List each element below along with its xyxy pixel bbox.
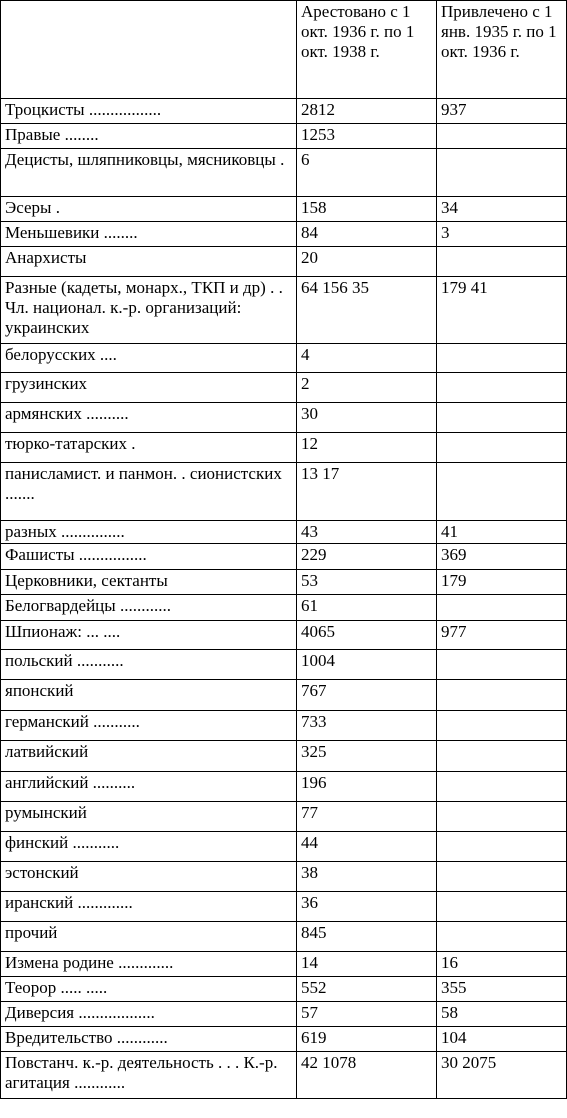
table-row [1,772,567,802]
row-involved [437,595,567,621]
row-label: Церковники, сектанты [1,570,297,595]
table-row [1,247,567,277]
row-arrested: 229 [297,544,437,570]
row-label: иранский ............. [1,892,297,922]
table-row [1,463,567,521]
row-label: Децисты, шляпниковцы, мясниковцы . [1,149,297,197]
table-row [1,952,567,977]
row-arrested: 84 [297,222,437,247]
row-label: английский .......... [1,772,297,802]
row-involved: 104 [437,1027,567,1052]
row-involved [437,892,567,922]
row-arrested: 12 [297,433,437,463]
table-row [1,344,567,373]
row-arrested: 42 1078 [297,1052,437,1099]
row-involved: 30 2075 [437,1052,567,1099]
table-row [1,124,567,149]
row-label: Повстанч. к.-р. деятельность . . . К.-р. агитация ............ [1,1052,297,1099]
row-arrested: 158 [297,197,437,222]
row-label: эстонский [1,862,297,892]
row-involved [437,741,567,772]
table-row [1,403,567,433]
table-row [1,977,567,1002]
row-arrested: 44 [297,832,437,862]
table-row [1,149,567,197]
row-involved [437,247,567,277]
table-row [1,544,567,570]
row-arrested: 1253 [297,124,437,149]
table-row [1,1002,567,1027]
table-row [1,99,567,124]
table-row [1,222,567,247]
row-involved [437,344,567,373]
row-label: Меньшевики ........ [1,222,297,247]
row-involved [437,433,567,463]
row-involved [437,149,567,197]
row-arrested: 767 [297,680,437,711]
row-involved [437,650,567,680]
row-label: разных ............... [1,521,297,544]
row-arrested: 6 [297,149,437,197]
row-label: Измена родине ............. [1,952,297,977]
row-involved [437,711,567,741]
row-label: грузинских [1,373,297,403]
header-category [1,1,297,99]
row-involved [437,862,567,892]
row-arrested: 36 [297,892,437,922]
row-arrested: 64 156 35 [297,277,437,344]
row-arrested: 196 [297,772,437,802]
row-arrested: 552 [297,977,437,1002]
table-row [1,373,567,403]
row-involved: 937 [437,99,567,124]
row-involved [437,680,567,711]
row-involved [437,463,567,521]
row-involved: 977 [437,621,567,650]
table-row [1,680,567,711]
table-row [1,277,567,344]
row-arrested: 619 [297,1027,437,1052]
row-involved: 3 [437,222,567,247]
table-row [1,802,567,832]
row-label: польский ........... [1,650,297,680]
table-row [1,892,567,922]
row-arrested: 13 17 [297,463,437,521]
table-row [1,433,567,463]
row-involved: 369 [437,544,567,570]
row-label: Троцкисты ................. [1,99,297,124]
row-involved: 34 [437,197,567,222]
table-row [1,1052,567,1099]
row-label: Правые ........ [1,124,297,149]
row-arrested: 43 [297,521,437,544]
row-arrested: 57 [297,1002,437,1027]
row-label: Диверсия .................. [1,1002,297,1027]
table-row [1,711,567,741]
row-arrested: 77 [297,802,437,832]
row-arrested: 733 [297,711,437,741]
row-label: Разные (кадеты, монарх., ТКП и др) . . Чл. национал. к.-р. организаций: украинских [1,277,297,344]
row-involved [437,772,567,802]
row-arrested: 4 [297,344,437,373]
row-label: Фашисты ................ [1,544,297,570]
row-involved [437,832,567,862]
row-label: белорусских .... [1,344,297,373]
row-arrested: 53 [297,570,437,595]
row-arrested: 4065 [297,621,437,650]
row-involved [437,403,567,433]
row-label: германский ........... [1,711,297,741]
header-row [1,1,567,99]
row-arrested: 845 [297,922,437,952]
row-arrested: 1004 [297,650,437,680]
row-label: латвийский [1,741,297,772]
row-involved: 58 [437,1002,567,1027]
row-involved [437,124,567,149]
row-involved: 179 41 [437,277,567,344]
table-row [1,862,567,892]
row-arrested: 2812 [297,99,437,124]
row-label: румынский [1,802,297,832]
table-row [1,1027,567,1052]
header-involved: Привлечено с 1 янв. 1935 г. по 1 окт. 1936 г. [437,1,567,99]
table-row [1,650,567,680]
table-row [1,595,567,621]
row-label: армянских .......... [1,403,297,433]
row-label: прочий [1,922,297,952]
row-label: финский ........... [1,832,297,862]
row-arrested: 61 [297,595,437,621]
table-body [1,99,567,1099]
row-arrested: 30 [297,403,437,433]
row-label: японский [1,680,297,711]
table-row [1,741,567,772]
table-row [1,832,567,862]
row-label: Белогвардейцы ............ [1,595,297,621]
table-row [1,197,567,222]
row-involved: 41 [437,521,567,544]
row-involved [437,802,567,832]
row-arrested: 14 [297,952,437,977]
table-row [1,570,567,595]
table-row [1,922,567,952]
row-involved: 16 [437,952,567,977]
row-arrested: 325 [297,741,437,772]
row-label: Анархисты [1,247,297,277]
row-arrested: 38 [297,862,437,892]
table-row [1,521,567,544]
row-involved [437,373,567,403]
table-row [1,621,567,650]
header-arrested: Арестовано с 1 окт. 1936 г. по 1 окт. 1938 г. [297,1,437,99]
row-arrested: 20 [297,247,437,277]
row-label: Вредительство ............ [1,1027,297,1052]
row-involved: 179 [437,570,567,595]
row-label: панисламист. и панмон. . сионистских ....... [1,463,297,521]
row-label: Эсеры . [1,197,297,222]
row-label: Теорор ..... ..... [1,977,297,1002]
row-label: Шпионаж: ... .... [1,621,297,650]
row-involved: 355 [437,977,567,1002]
row-arrested: 2 [297,373,437,403]
row-label: тюрко-татарских . [1,433,297,463]
row-involved [437,922,567,952]
